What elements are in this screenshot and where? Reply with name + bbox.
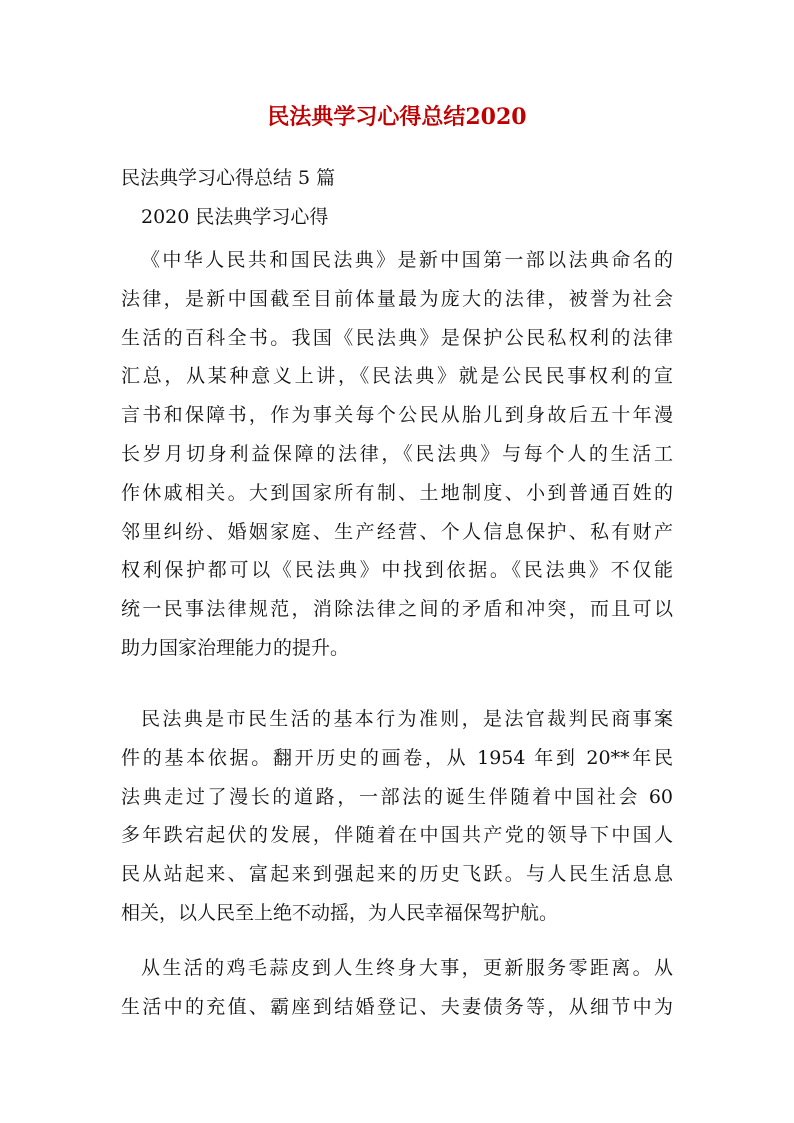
paragraph-line: 件的基本依据。翻开历史的画卷，从 1954 年到 20**年民	[121, 746, 673, 769]
paragraph-line: 汇总，从某种意义上讲，《民法典》就是公民民事权利的宣	[121, 365, 673, 388]
paragraph-line: 民法典是市民生活的基本行为准则，是法官裁判民商事案	[141, 708, 673, 730]
paragraph-line: 言书和保障书，作为事关每个公民从胎儿到身故后五十年漫	[121, 404, 673, 427]
paragraph-line: 从生活的鸡毛蒜皮到人生终身大事，更新服务零距离。从	[141, 957, 673, 979]
paragraph-line: 《中华人民共和国民法典》是新中国第一部以法典命名的	[141, 249, 673, 271]
paragraph-line: 统一民事法律规范，消除法律之间的矛盾和冲突，而且可以	[121, 598, 673, 621]
document-subtitle: 民法典学习心得总结 5 篇	[121, 167, 336, 189]
paragraph-line: 相关，以人民至上绝不动摇，为人民幸福保驾护航。	[121, 901, 559, 924]
paragraph-line: 民从站起来、富起来到强起来的历史飞跃。与人民生活息息	[121, 863, 673, 886]
paragraph-line: 法典走过了漫长的道路，一部法的诞生伴随着中国社会 60	[121, 785, 673, 808]
paragraph-line: 权利保护都可以《民法典》中找到依据。《民法典》不仅能	[121, 559, 673, 582]
paragraph-3	[121, 949, 673, 1027]
paragraph-line: 生活的百科全书。我国《民法典》是保护公民私权利的法律	[121, 326, 673, 349]
paragraph-line: 作休戚相关。大到国家所有制、土地制度、小到普通百姓的	[121, 481, 673, 504]
paragraph-line: 邻里纠纷、婚姻家庭、生产经营、个人信息保护、私有财产	[121, 520, 673, 543]
document-title: 民法典学习心得总结2020	[267, 104, 527, 130]
paragraph-line: 法律，是新中国截至目前体量最为庞大的法律，被誉为社会	[121, 287, 673, 310]
paragraph-line: 生活中的充值、霸座到结婚登记、夫妻债务等，从细节中为	[121, 995, 673, 1018]
paragraph-2	[121, 700, 673, 933]
paragraph-line: 长岁月切身利益保障的法律，《民法典》与每个人的生活工	[121, 442, 673, 465]
paragraph-1	[121, 241, 673, 668]
paragraph-line: 助力国家治理能力的提升。	[121, 636, 350, 659]
paragraph-line: 多年跌宕起伏的发展，伴随着在中国共产党的领导下中国人	[121, 824, 673, 847]
section-heading: 2020 民法典学习心得	[141, 206, 329, 228]
